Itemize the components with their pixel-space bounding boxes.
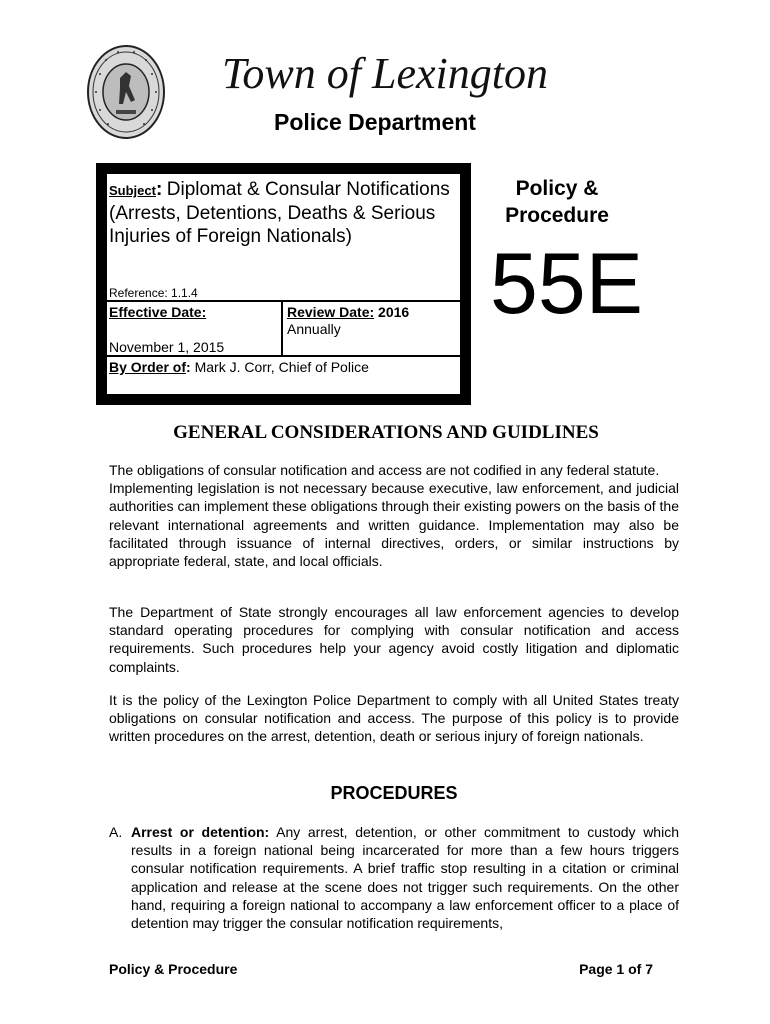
footer-left: Policy & Procedure [109,961,238,977]
subject-label: Subject [109,183,156,198]
subject-colon: : [155,179,163,200]
review-date-label: Review Date: [287,304,375,320]
effective-date-cell [107,302,283,355]
page-number: Page 1 of 7 [579,961,653,977]
item-a [131,823,679,932]
procedures-heading: PROCEDURES [330,783,458,803]
item-a-title: Arrest or detention: [131,824,270,840]
review-date-year: 2016 [378,304,410,320]
paragraph-1-line-1: The obligations of consular notification and access are not codified in any federal statute. [109,462,660,478]
policy-info-inner [106,173,461,395]
effective-date-label: Effective Date: [109,304,207,320]
item-a-text: Any arrest, detention, or other commitment to custody which results in a foreign national being incarcerated for more than a few hours triggers consular notification requirements. A brief traffic stop resulting in a citation or criminal application and release at the scene does not trigger such requirements. On the other hand, requiring a foreign national to accompany a law enforcement officer to a place of detention may trigger the consular notification requirements, [131,824,679,932]
reference-text: Reference: 1.1.4 [109,286,198,300]
section-heading: GENERAL CONSIDERATIONS AND GUIDLINES [173,422,599,443]
order-label: By Order of [109,359,187,375]
dates-row [107,300,460,357]
policy-info-box [96,163,471,405]
paragraph-2: The Department of State strongly encourages all law enforcement agencies to develop standard operating procedures for complying with consular notification and access requirements. Such procedures help your agency avoid costly litigation and diplomatic complaints. [109,604,679,675]
paragraph-3: It is the policy of the Lexington Police Department to comply with all United States treaty obligations on consular notification and access. The purpose of this policy is to provide written procedures on the arrest, detention, death or serious injury of foreign nationals. [109,692,679,745]
paragraph-1-line-2: Implementing legislation is not necessary because executive, law enforcement, and judicial authorities can implement these obligations through their existing powers on the basis of the relevant international agreements and written guidance. Implementation may also be facilitated through issuance of internal directives, orders, or similar instructions by appropriate federal, state, and local officials. [109,480,679,570]
town-title: Town of Lexington [222,49,548,98]
paragraph-1 [109,461,679,570]
town-seal-icon [86,44,166,140]
review-date-cell [287,304,457,338]
policy-number: 55E [490,236,644,332]
review-frequency: Annually [287,321,341,337]
subject-section [107,174,460,300]
department-title: Police Department [274,109,476,135]
subject-text: Diplomat & Consular Notifications (Arrests, Detentions, Deaths & Serious Injuries of Foreign Nationals) [109,179,450,247]
effective-date-value: November 1, 2015 [109,339,225,355]
item-a-letter: A. [109,824,123,840]
policy-procedure-label: Policy & Procedure [505,177,609,227]
order-colon: : [186,359,191,375]
order-row [109,359,369,375]
order-text: Mark J. Corr, Chief of Police [194,359,369,375]
